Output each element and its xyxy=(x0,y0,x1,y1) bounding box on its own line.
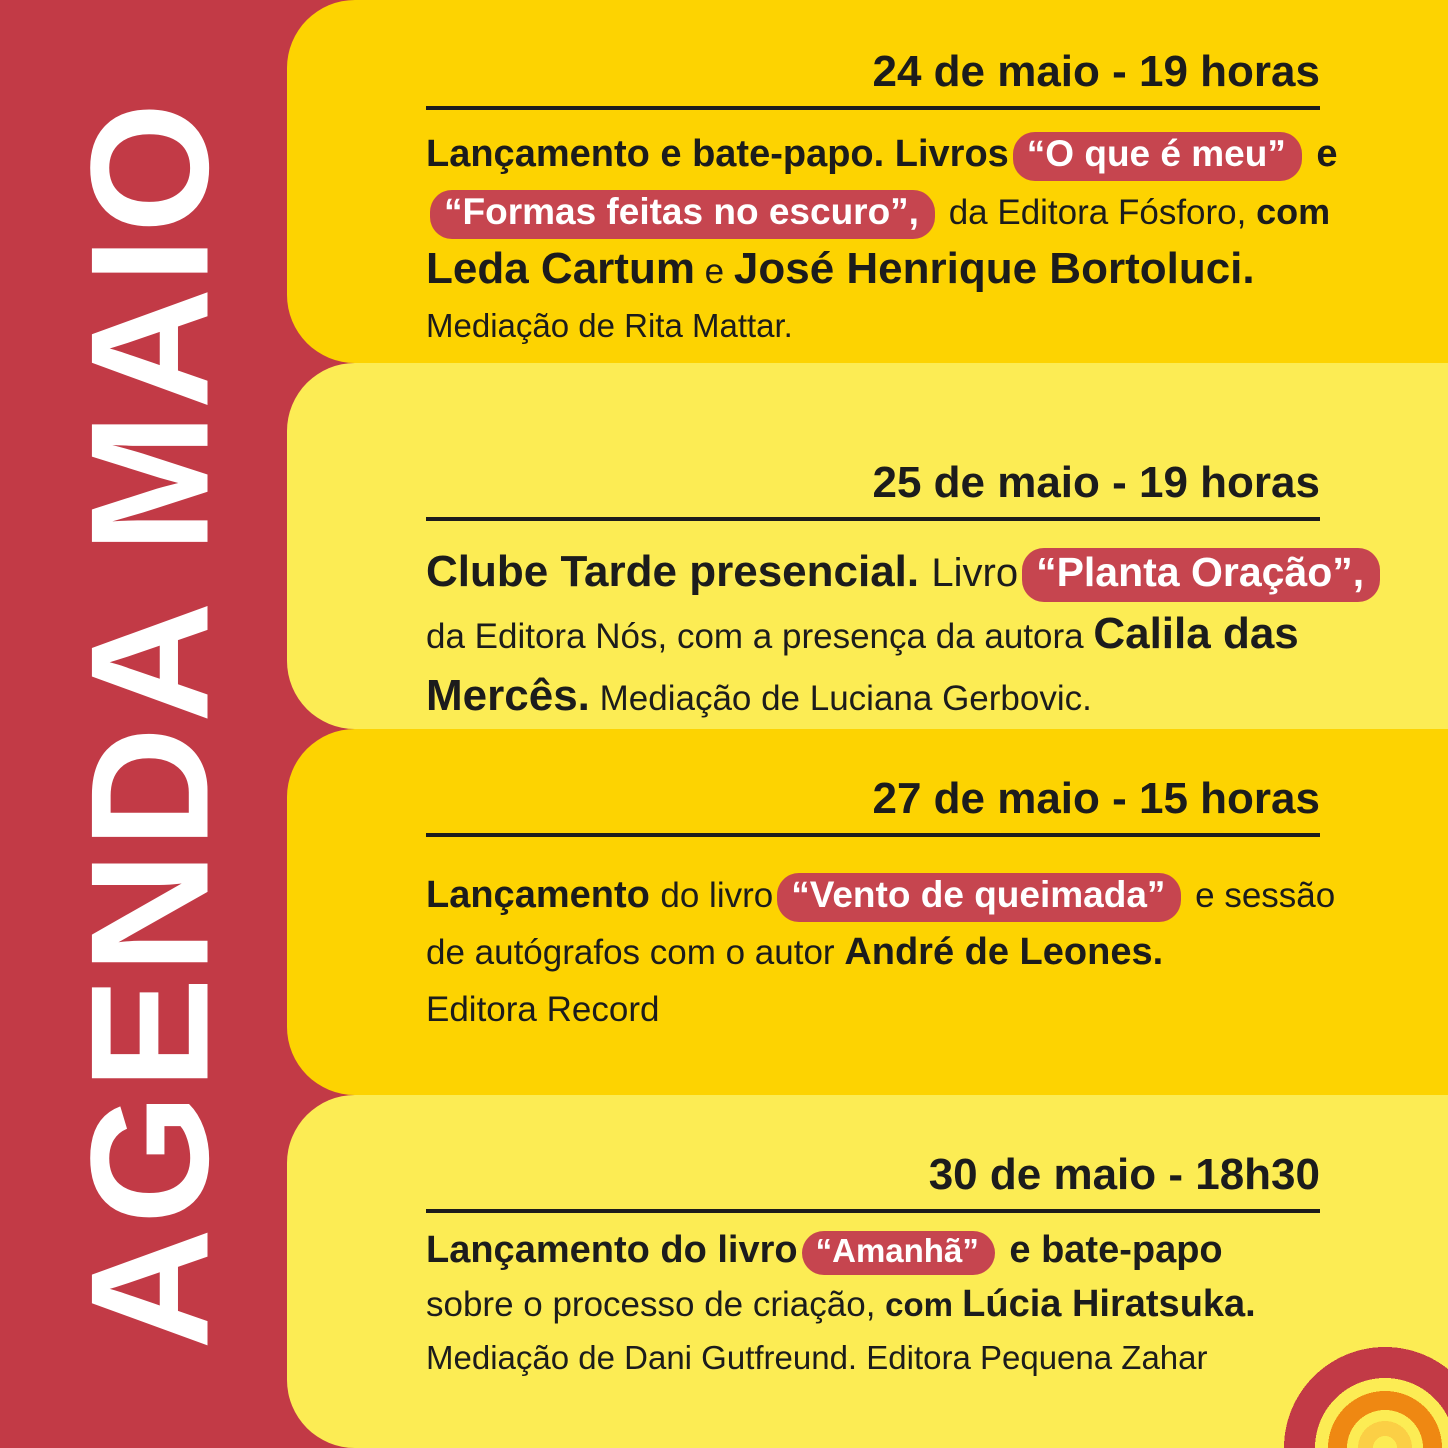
event-description xyxy=(426,126,1338,354)
text-run: Lúcia Hiratsuka. xyxy=(962,1283,1256,1326)
event-card xyxy=(287,729,1448,1095)
event-date: 30 de maio - 18h30 xyxy=(928,1150,1320,1199)
event-text-line xyxy=(426,297,1320,354)
event-text-line xyxy=(426,981,1320,1038)
text-run: Clube Tarde presencial. xyxy=(426,547,932,597)
text-run: Mediação de Luciana Gerbovic. xyxy=(589,679,1092,719)
text-run: da Editora Fósforo, xyxy=(938,193,1257,233)
event-description xyxy=(426,867,1336,1038)
text-run: Mediação de Dani Gutfreund. Editora Pequena Zahar xyxy=(426,1339,1208,1377)
text-run: sobre o processo de criação, xyxy=(426,1285,886,1325)
text-run: Leda Cartum xyxy=(426,244,695,294)
event-text-line xyxy=(426,665,1320,727)
event-date: 27 de maio - 15 horas xyxy=(872,774,1320,823)
text-run: Mediação de Rita Mattar. xyxy=(426,307,793,345)
sidebar-vertical-title: AGENDA MAIO xyxy=(55,98,244,1350)
text-run: do livro xyxy=(660,876,774,916)
event-text-line xyxy=(426,924,1320,981)
event-text-line xyxy=(426,541,1365,603)
event-card xyxy=(287,1095,1448,1448)
book-title-highlight: “Formas feitas no escuro”, xyxy=(430,190,935,239)
event-text-line xyxy=(426,867,1336,924)
date-underline xyxy=(426,517,1320,521)
text-run: de autógrafos com o autor xyxy=(426,933,845,973)
text-run: Lançamento e bate-papo. Livros xyxy=(426,133,1009,176)
book-title-highlight: “Amanhã” xyxy=(802,1231,995,1275)
event-text-line xyxy=(426,183,1331,240)
text-run: e bate-papo xyxy=(998,1229,1223,1272)
text-run: José Henrique Bortoluci. xyxy=(733,244,1255,294)
book-title-highlight: “O que é meu” xyxy=(1013,132,1302,181)
text-run: Livro xyxy=(931,551,1019,596)
text-run: e xyxy=(694,252,734,292)
text-run: com xyxy=(885,1286,963,1324)
book-title-highlight: “Planta Oração”, xyxy=(1022,548,1380,601)
event-date: 25 de maio - 19 horas xyxy=(872,458,1320,507)
event-text-line xyxy=(426,1277,1320,1331)
event-text-line xyxy=(426,126,1338,183)
text-run: com xyxy=(1256,191,1331,233)
date-underline xyxy=(426,833,1320,837)
event-description xyxy=(426,1223,1320,1385)
text-run: André de Leones. xyxy=(844,931,1164,974)
event-text-line xyxy=(426,1331,1320,1385)
text-run: Lançamento do livro xyxy=(426,1229,798,1272)
concentric-rings-logo xyxy=(1275,1340,1448,1448)
event-text-line xyxy=(426,1223,1320,1277)
event-card xyxy=(287,0,1448,363)
event-description xyxy=(426,541,1365,727)
event-date: 24 de maio - 19 horas xyxy=(872,47,1320,96)
event-text-line xyxy=(426,240,1320,297)
text-run: e xyxy=(1305,133,1338,176)
date-underline xyxy=(426,106,1320,110)
text-run: Lançamento xyxy=(426,874,661,917)
text-run: Editora Record xyxy=(426,990,660,1030)
text-run: da Editora Nós, com a presença da autora xyxy=(426,617,1094,657)
event-card xyxy=(287,363,1448,729)
text-run: e sessão xyxy=(1185,876,1336,916)
book-title-highlight: “Vento de queimada” xyxy=(777,873,1181,922)
text-run: Mercês. xyxy=(426,671,590,721)
event-text-line xyxy=(426,603,1320,665)
text-run: Calila das xyxy=(1093,609,1299,659)
date-underline xyxy=(426,1209,1320,1213)
